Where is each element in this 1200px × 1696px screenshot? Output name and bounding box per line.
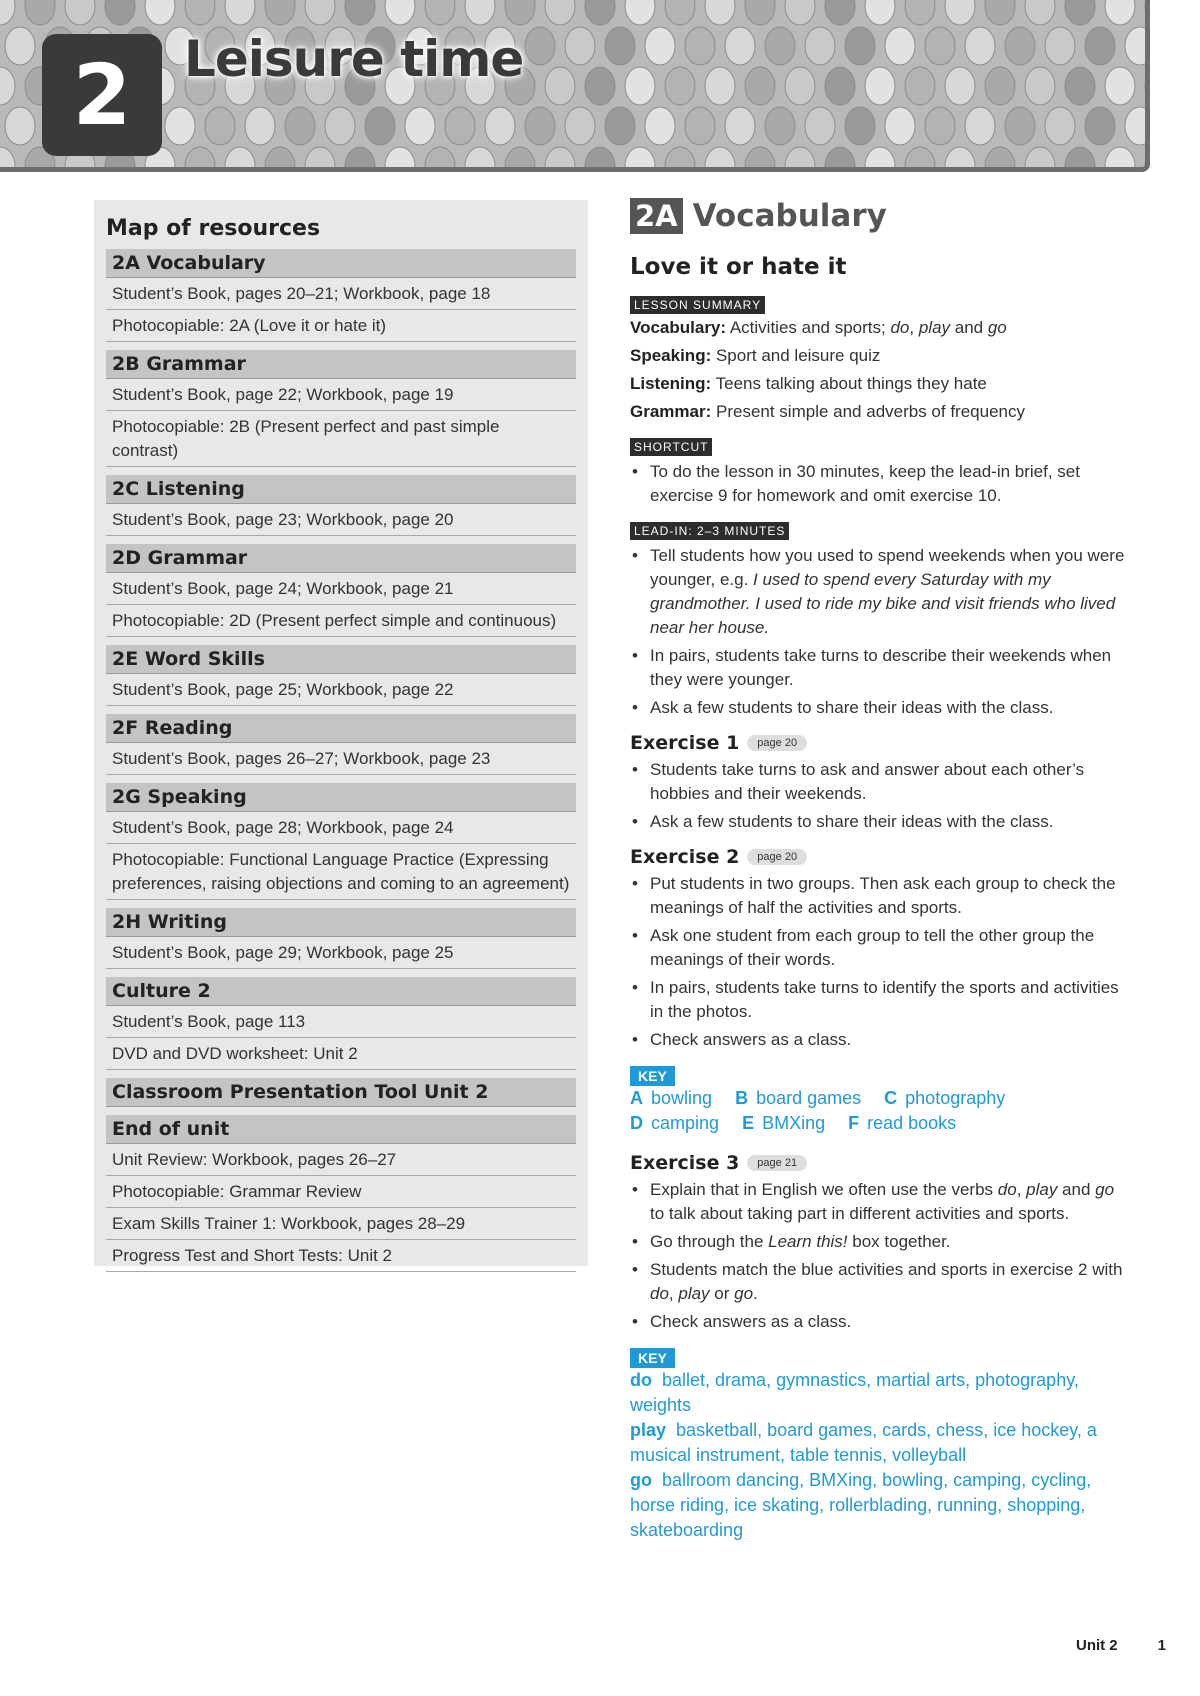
- banner-dot: [945, 0, 975, 25]
- map-row: Photocopiable: 2D (Present perfect simple and continuous): [106, 605, 576, 637]
- banner-dot: [745, 0, 775, 25]
- list-item: • Check answers as a class.: [630, 1028, 1130, 1052]
- banner-dot: [945, 67, 975, 105]
- map-section-heading: 2G Speaking: [106, 783, 576, 812]
- map-section: [106, 783, 576, 900]
- banner-dot: [485, 107, 515, 145]
- list-item: • In pairs, students take turns to identify the sports and activities in the photos.: [630, 976, 1130, 1024]
- banner-dot: [625, 147, 655, 172]
- banner-dot: [565, 27, 595, 65]
- banner-dot: [845, 27, 875, 65]
- map-section-heading: 2A Vocabulary: [106, 249, 576, 278]
- banner-dot: [705, 67, 735, 105]
- banner-dot: [725, 107, 755, 145]
- unit-banner: [0, 0, 1150, 172]
- banner-dot: [385, 147, 415, 172]
- map-title: Map of resources: [106, 216, 321, 241]
- banner-dot: [205, 107, 235, 145]
- banner-dot: [1145, 147, 1150, 172]
- map-section: [106, 1078, 576, 1107]
- map-row: Progress Test and Short Tests: Unit 2: [106, 1240, 576, 1272]
- banner-dot: [585, 147, 615, 172]
- banner-dot: [0, 0, 15, 25]
- banner-dot: [585, 0, 615, 25]
- lesson-summary: [630, 314, 1130, 426]
- banner-dot: [765, 107, 795, 145]
- banner-dot: [965, 107, 995, 145]
- map-section: [106, 645, 576, 706]
- banner-dot: [1045, 107, 1075, 145]
- page-footer: [1036, 1637, 1166, 1654]
- banner-dot: [25, 0, 55, 25]
- exercise-title: Exercise 1: [630, 732, 740, 754]
- banner-dot: [665, 147, 695, 172]
- banner-dot: [865, 147, 895, 172]
- banner-dot: [545, 147, 575, 172]
- map-section-heading: 2F Reading: [106, 714, 576, 743]
- map-row: Photocopiable: Grammar Review: [106, 1176, 576, 1208]
- banner-dot: [885, 27, 915, 65]
- map-section: [106, 544, 576, 637]
- banner-dot: [985, 0, 1015, 25]
- banner-dot: [785, 147, 815, 172]
- banner-dot: [765, 27, 795, 65]
- banner-dot: [865, 67, 895, 105]
- banner-dot: [1105, 147, 1135, 172]
- map-of-resources: [94, 200, 588, 1266]
- map-section-heading: 2B Grammar: [106, 350, 576, 379]
- banner-dot: [385, 0, 415, 25]
- banner-dot: [1065, 147, 1095, 172]
- unit-number: 2: [42, 34, 162, 156]
- map-row: Photocopiable: 2A (Love it or hate it): [106, 310, 576, 342]
- list-item: • Ask one student from each group to tell the other group the meanings of their words.: [630, 924, 1130, 972]
- banner-dot: [585, 67, 615, 105]
- banner-dot: [425, 0, 455, 25]
- summary-speaking: Speaking: Sport and leisure quiz: [630, 346, 881, 365]
- banner-dot: [105, 0, 135, 25]
- exercise-3-list: [630, 1178, 1130, 1334]
- banner-dot: [745, 67, 775, 105]
- map-section: [106, 249, 576, 342]
- map-section-heading: 2C Listening: [106, 475, 576, 504]
- banner-dot: [805, 27, 835, 65]
- map-row: Student’s Book, pages 20–21; Workbook, page 18: [106, 278, 576, 310]
- banner-dot: [145, 0, 175, 25]
- key-line: A bowling B board games C photography: [630, 1088, 1006, 1108]
- map-section-heading: End of unit: [106, 1115, 576, 1144]
- map-row: Photocopiable: Functional Language Practice (Expressing preferences, raising objections and coming to an agreement): [106, 844, 576, 900]
- banner-dot: [625, 67, 655, 105]
- shortcut-list: [630, 460, 1130, 508]
- banner-dot: [5, 107, 35, 145]
- banner-dot: [985, 147, 1015, 172]
- section-code: 2A: [630, 198, 683, 234]
- list-item: • Tell students how you used to spend weekends when you were younger, e.g. I used to spend every Saturday with my grandmother. I used to ride my bike and visit friends who lived near her house.: [630, 544, 1130, 640]
- banner-dot: [865, 0, 895, 25]
- banner-dot: [1065, 0, 1095, 25]
- banner-dot: [225, 0, 255, 25]
- map-sections: [106, 249, 576, 1272]
- exercise-1-list: [630, 758, 1130, 834]
- banner-dot: [525, 107, 555, 145]
- map-row: DVD and DVD worksheet: Unit 2: [106, 1038, 576, 1070]
- banner-dot: [165, 107, 195, 145]
- banner-dot: [1105, 0, 1135, 25]
- banner-dot: [805, 107, 835, 145]
- banner-dot: [525, 27, 555, 65]
- map-row: Student’s Book, page 113: [106, 1006, 576, 1038]
- banner-dot: [785, 67, 815, 105]
- page-reference: page 20: [747, 849, 807, 865]
- map-row: Photocopiable: 2B (Present perfect and past simple contrast): [106, 411, 576, 467]
- map-section-heading: Classroom Presentation Tool Unit 2: [106, 1078, 576, 1107]
- banner-dot: [1025, 0, 1055, 25]
- banner-dot: [825, 147, 855, 172]
- banner-dot: [65, 0, 95, 25]
- banner-dot: [245, 107, 275, 145]
- key-line: D camping E BMXing F read books: [630, 1113, 957, 1133]
- banner-dot: [5, 27, 35, 65]
- banner-dot: [645, 107, 675, 145]
- map-section: [106, 714, 576, 775]
- key-tag: KEY: [630, 1066, 675, 1086]
- banner-dot: [845, 107, 875, 145]
- section-name: Vocabulary: [692, 198, 887, 234]
- banner-dot: [545, 0, 575, 25]
- banner-dot: [665, 0, 695, 25]
- lesson-summary-tag: LESSON SUMMARY: [630, 296, 765, 314]
- list-item: • Go through the Learn this! box together.: [630, 1230, 1130, 1254]
- map-row: Unit Review: Workbook, pages 26–27: [106, 1144, 576, 1176]
- summary-grammar: Grammar: Present simple and adverbs of frequency: [630, 402, 1025, 421]
- banner-dot: [605, 27, 635, 65]
- map-section-heading: Culture 2: [106, 977, 576, 1006]
- banner-dot: [1085, 27, 1115, 65]
- banner-dot: [545, 67, 575, 105]
- banner-dot: [265, 147, 295, 172]
- exercise-3-heading: [630, 1152, 1130, 1174]
- key-line: play basketball, board games, cards, chess, ice hockey, a musical instrument, table tennis, volleyball: [630, 1420, 1097, 1465]
- exercise-2-list: [630, 872, 1130, 1052]
- footer-unit: Unit 2: [1075, 1637, 1118, 1654]
- banner-dot: [465, 147, 495, 172]
- map-section: [106, 1115, 576, 1272]
- list-item: • To do the lesson in 30 minutes, keep the lead-in brief, set exercise 9 for homework and omit exercise 10.: [630, 460, 1130, 508]
- banner-dot: [905, 0, 935, 25]
- banner-dot: [705, 147, 735, 172]
- banner-dot: [1005, 107, 1035, 145]
- banner-dot: [825, 0, 855, 25]
- banner-dot: [445, 107, 475, 145]
- map-section-heading: 2D Grammar: [106, 544, 576, 573]
- banner-dot: [345, 0, 375, 25]
- map-row: Student’s Book, page 24; Workbook, page 21: [106, 573, 576, 605]
- key-tag: KEY: [630, 1348, 675, 1368]
- banner-dot: [565, 107, 595, 145]
- banner-dot: [1105, 67, 1135, 105]
- banner-dot: [305, 0, 335, 25]
- list-item: • Check answers as a class.: [630, 1310, 1130, 1334]
- exercise-3-key: [630, 1368, 1130, 1543]
- list-item: • Put students in two groups. Then ask each group to check the meanings of half the activities and sports.: [630, 872, 1130, 920]
- page-reference: page 21: [747, 1155, 807, 1171]
- map-row: Student’s Book, page 29; Workbook, page 25: [106, 937, 576, 969]
- banner-dot: [185, 147, 215, 172]
- banner-dot: [1005, 27, 1035, 65]
- banner-dot: [685, 107, 715, 145]
- map-section-heading: 2E Word Skills: [106, 645, 576, 674]
- map-section: [106, 350, 576, 467]
- exercise-2-heading: [630, 846, 1130, 868]
- banner-dot: [1085, 107, 1115, 145]
- map-section: [106, 908, 576, 969]
- banner-dot: [505, 0, 535, 25]
- banner-dot: [365, 107, 395, 145]
- summary-listening: Listening: Teens talking about things they hate: [630, 374, 987, 393]
- banner-dot: [1025, 147, 1055, 172]
- lead-in-list: [630, 544, 1130, 720]
- banner-dot: [885, 107, 915, 145]
- banner-dot: [965, 27, 995, 65]
- banner-dot: [345, 147, 375, 172]
- banner-dot: [465, 0, 495, 25]
- map-row: Student’s Book, page 28; Workbook, page 24: [106, 812, 576, 844]
- banner-dot: [325, 107, 355, 145]
- banner-dot: [825, 67, 855, 105]
- banner-dot: [425, 147, 455, 172]
- banner-dot: [1025, 67, 1055, 105]
- banner-dot: [945, 147, 975, 172]
- banner-dot: [1145, 0, 1150, 25]
- list-item: • Students take turns to ask and answer about each other’s hobbies and their weekends.: [630, 758, 1130, 806]
- exercise-1-heading: [630, 732, 1130, 754]
- banner-dot: [185, 0, 215, 25]
- banner-dot: [225, 147, 255, 172]
- section-title: [630, 198, 1130, 234]
- summary-vocabulary: Vocabulary: Activities and sports; do, play and go: [630, 318, 1007, 337]
- map-row: Student’s Book, page 23; Workbook, page 20: [106, 504, 576, 536]
- banner-dot: [305, 147, 335, 172]
- banner-dot: [685, 27, 715, 65]
- shortcut-tag: SHORTCUT: [630, 438, 712, 456]
- key-line: go ballroom dancing, BMXing, bowling, camping, cycling, horse riding, ice skating, rollerblading, running, shopping, skateboarding: [630, 1470, 1092, 1540]
- map-section: [106, 475, 576, 536]
- exercise-title: Exercise 2: [630, 846, 740, 868]
- banner-dot: [0, 147, 15, 172]
- list-item: • Ask a few students to share their ideas with the class.: [630, 810, 1130, 834]
- banner-dot: [1065, 67, 1095, 105]
- banner-dot: [925, 27, 955, 65]
- banner-dot: [605, 107, 635, 145]
- list-item: • Explain that in English we often use the verbs do, play and go to talk about taking part in different activities and sports.: [630, 1178, 1130, 1226]
- banner-dot: [705, 0, 735, 25]
- banner-dot: [985, 67, 1015, 105]
- key-line: do ballet, drama, gymnastics, martial arts, photography, weights: [630, 1370, 1079, 1415]
- banner-dot: [645, 27, 675, 65]
- lead-in-tag: LEAD-IN: 2–3 MINUTES: [630, 522, 789, 540]
- lesson-column: [630, 198, 1130, 1543]
- map-row: Student’s Book, page 25; Workbook, page 22: [106, 674, 576, 706]
- banner-dot: [905, 147, 935, 172]
- lesson-title: Love it or hate it: [630, 254, 847, 280]
- banner-dot: [1125, 27, 1150, 65]
- page-reference: page 20: [747, 735, 807, 751]
- list-item: • Students match the blue activities and sports in exercise 2 with do, play or go.: [630, 1258, 1130, 1306]
- banner-dot: [0, 67, 15, 105]
- exercise-2-key: [630, 1086, 1130, 1136]
- banner-dot: [905, 67, 935, 105]
- unit-title: Leisure time: [184, 30, 524, 88]
- banner-dot: [665, 67, 695, 105]
- map-row: Student’s Book, page 22; Workbook, page 19: [106, 379, 576, 411]
- exercise-title: Exercise 3: [630, 1152, 740, 1174]
- banner-pattern: [0, 0, 1150, 172]
- banner-dot: [1045, 27, 1075, 65]
- banner-dot: [265, 0, 295, 25]
- map-section-heading: 2H Writing: [106, 908, 576, 937]
- banner-dot: [725, 27, 755, 65]
- banner-dot: [1145, 67, 1150, 105]
- banner-dot: [1125, 107, 1150, 145]
- page-number: 1: [1157, 1637, 1166, 1654]
- list-item: • In pairs, students take turns to describe their weekends when they were younger.: [630, 644, 1130, 692]
- banner-dot: [405, 107, 435, 145]
- banner-dot: [745, 147, 775, 172]
- list-item: • Ask a few students to share their ideas with the class.: [630, 696, 1130, 720]
- banner-dot: [625, 0, 655, 25]
- banner-dot: [925, 107, 955, 145]
- banner-dot: [285, 107, 315, 145]
- banner-dot: [785, 0, 815, 25]
- map-section: [106, 977, 576, 1070]
- map-row: Exam Skills Trainer 1: Workbook, pages 28–29: [106, 1208, 576, 1240]
- map-row: Student’s Book, pages 26–27; Workbook, page 23: [106, 743, 576, 775]
- banner-dot: [505, 147, 535, 172]
